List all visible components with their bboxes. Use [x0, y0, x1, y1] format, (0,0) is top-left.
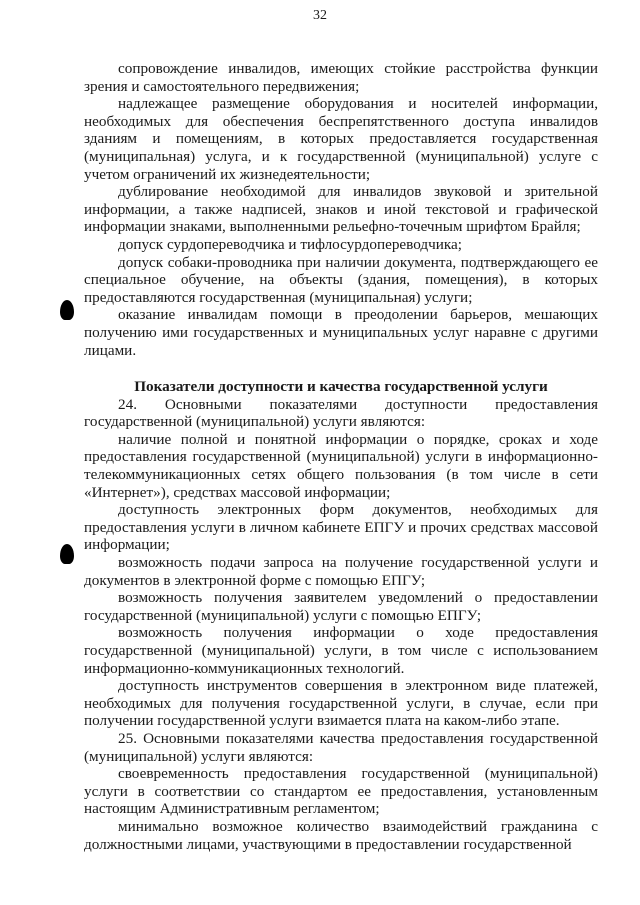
paragraph: наличие полной и понятной информации о порядке, сроках и ходе предоставления государственной (муниципальной) услуги в информационно-телекоммуникационных сетях общего пользования (в том числе в сети «Интернет»), средствах массовой информации; [84, 430, 598, 501]
paragraph: оказание инвалидам помощи в преодолении барьеров, мешающих получению ими государственных и муниципальных услуг наравне с другими лицами. [84, 306, 598, 359]
paragraph: дублирование необходимой для инвалидов звуковой и зрительной информации, а также надписей, знаков и иной текстовой и графической информации знаками, выполненными рельефно-точечным шрифтом Брайля; [84, 183, 598, 236]
punch-hole-mark [60, 544, 74, 564]
document-body [84, 60, 598, 853]
section-heading: Показатели доступности и качества государственной услуги [134, 378, 548, 396]
paragraph: доступность инструментов совершения в электронном виде платежей, необходимых для получения государственной услуги, в случае, если при получении государственной услуги взимается плата на каком-либо этапе. [84, 677, 598, 730]
paragraph: надлежащее размещение оборудования и носителей информации, необходимых для обеспечения беспрепятственного доступа инвалидов зданиям и помещениям, в которых предоставляется государственная (муниципальная) услуга, и к государственной (муниципальной) услуге с учетом ограничений их жизнедеятельности; [84, 95, 598, 183]
paragraph: возможность подачи запроса на получение государственной услуги и документов в электронной форме с помощью ЕПГУ; [84, 554, 598, 589]
paragraph: минимально возможное количество взаимодействий гражданина с должностными лицами, участвующими в предоставлении государственной [84, 817, 598, 853]
paragraph: своевременность предоставления государственной (муниципальной) услуги в соответствии со стандартом ее предоставления, установленным настоящим Административным регламентом; [84, 765, 598, 818]
page-number: 32 [313, 8, 327, 23]
paragraph: возможность получения информации о ходе предоставления государственной (муниципальной) услуги, в том числе с использованием информационно-коммуникационных технологий. [84, 624, 598, 677]
paragraph: допуск собаки-проводника при наличии документа, подтверждающего ее специальное обучение, на объекты (здания, помещения), в которых предоставляются государственная (муниципальная) услуги; [84, 253, 598, 306]
punch-hole-mark [60, 300, 74, 320]
paragraph: допуск сурдопереводчика и тифлосурдопереводчика; [118, 235, 462, 253]
paragraph: сопровождение инвалидов, имеющих стойкие расстройства функции зрения и самостоятельного передвижения; [84, 60, 598, 95]
paragraph: возможность получения заявителем уведомлений о предоставлении государственной (муниципальной) услуги с помощью ЕПГУ; [84, 589, 598, 624]
paragraph: 25. Основными показателями качества предоставления государственной (муниципальной) услуги являются: [84, 729, 598, 765]
paragraph: 24. Основными показателями доступности предоставления государственной (муниципальной) услуги являются: [84, 395, 598, 431]
paragraph: доступность электронных форм документов, необходимых для предоставления услуги в личном кабинете ЕПГУ и прочих средствах массовой информации; [84, 501, 598, 554]
